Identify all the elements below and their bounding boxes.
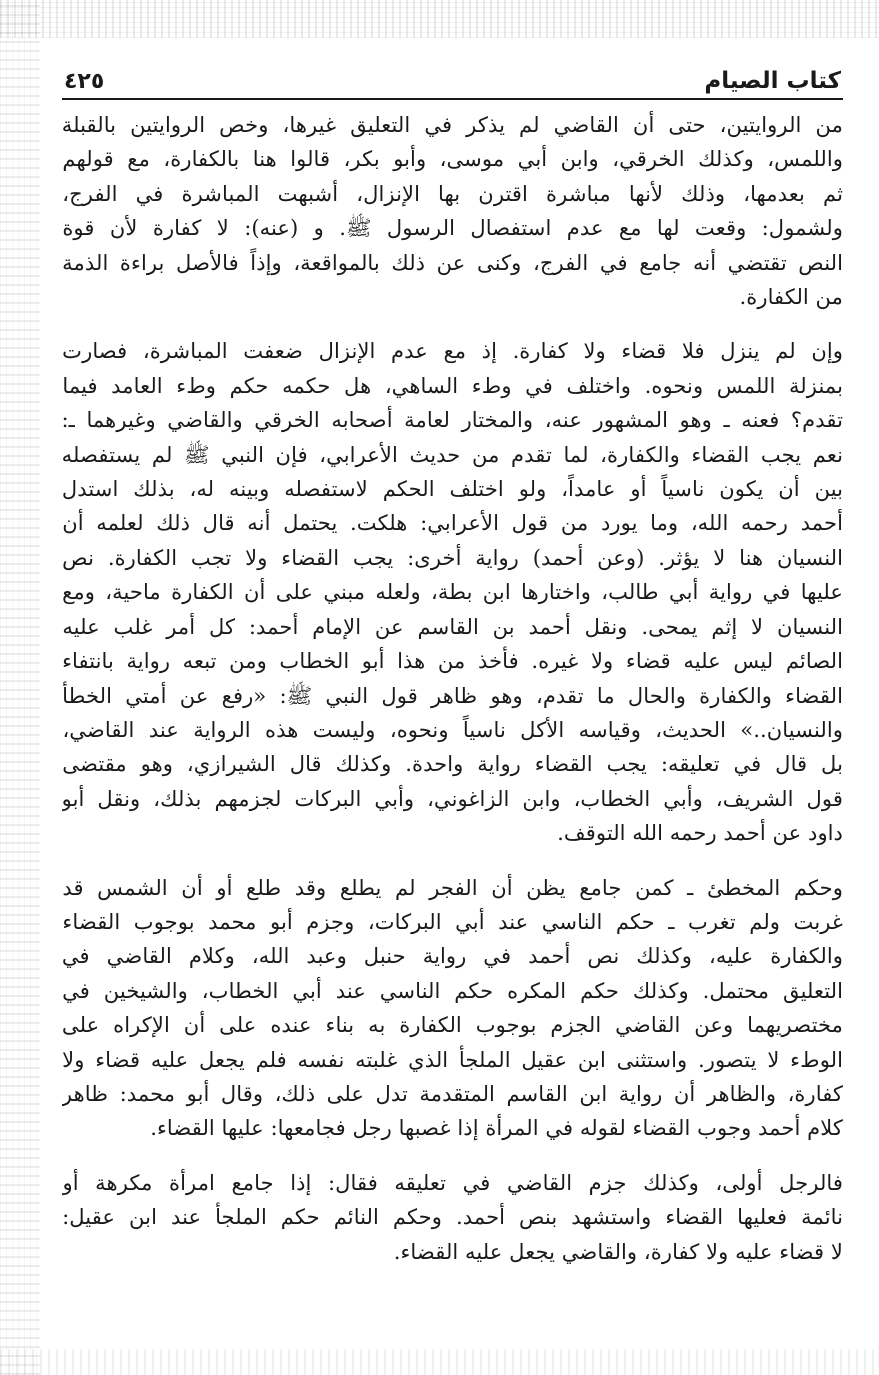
text-line: بل قال في تعليقه: يجب القضاء رواية واحدة. وكذلك قال الشيرازي، وهو مقتضى (62, 751, 843, 777)
text-line: والكفارة عليه، وكذلك نص أحمد في رواية حنبل وعبد الله، وكلام القاضي في (62, 943, 843, 969)
text-line: والنسيان..» الحديث، وقياسه الأكل ناسياً ونحوه، وليست هذه الرواية عند القاضي، (62, 716, 843, 742)
text-line: القضاء والكفارة والحال ما تقدم، وهو ظاهر قول النبي ﷺ: «رفع عن أمتي الخطأ (62, 682, 843, 708)
text-line: واللمس، وكذلك الخرقي، وابن أبي موسى، وأبو بكر، قالوا هنا بالكفارة، مع قولهم (62, 146, 843, 172)
paragraph (62, 871, 843, 1146)
book-page (62, 58, 843, 1345)
text-line: ثم بعدمها، وذلك لأنها مباشرة اقترن بها الإنزال، أشبهت المباشرة في الفرج، (62, 180, 843, 206)
text-line: النص تقتضي أنه جامع في الفرج، وكنى عن ذلك بالمواقعة، وإذاً فالأصل براءة الذمة (62, 249, 843, 275)
paragraph (62, 1166, 843, 1269)
text-line: نائمة فعليها القضاء واستشهد بنص أحمد. وحكم النائم حكم الملجأ عند ابن عقيل: (62, 1204, 843, 1230)
text-line: النسيان هنا لا يؤثر. (وعن أحمد) رواية أخرى: يجب القضاء ولا تجب الكفارة. نص (62, 544, 843, 570)
text-line: مختصريهما وعن القاضي الجزم بوجوب الكفارة به بناء عنده على أن الإكراه على (62, 1012, 843, 1038)
text-line: لا قضاء عليه ولا كفارة، والقاضي يجعل عليه القضاء. (393, 1238, 843, 1264)
paragraph (62, 108, 843, 314)
text-line: تقدم؟ فعنه ـ وهو المشهور عنه، والمختار لعامة أصحابه الخرقي والقاضي وغيرهما ـ: (62, 407, 843, 433)
text-line: التعليق محتمل. وكذلك حكم المكره حكم الناسي عند أبي الخطاب، والشيخين في (62, 977, 843, 1003)
text-line: غربت ولم تغرب ـ حكم الناسي عند أبي البركات، وجزم أبو محمد بوجوب القضاء (62, 908, 843, 934)
text-line: نعم يجب القضاء والكفارة، لما تقدم من حديث الأعرابي، فإن النبي ﷺ لم يستفصله (62, 441, 843, 467)
text-line: الصائم ليس عليه قضاء ولا غيره. فأخذ من هذا أبو الخطاب ومن تبعه رواية بانتفاء (62, 648, 843, 674)
page-number: ٤٢٥ (64, 69, 105, 94)
text-line: وحكم المخطئ ـ كمن جامع يظن أن الفجر لم يطلع وقد طلع أو أن الشمس قد (62, 874, 843, 900)
body-text (62, 108, 843, 1269)
text-line: من الكفارة. (739, 284, 843, 310)
text-line: الوطء لا يتصور. واستثنى ابن عقيل الملجأ الذي غلبته نفسه فلم يجعل عليه قضاء ولا (62, 1046, 843, 1072)
text-line: فالرجل أولى، وكذلك جزم القاضي في تعليقه فقال: إذا جامع امرأة مكرهة أو (62, 1169, 843, 1195)
scan-border-bottom (0, 1349, 879, 1375)
scan-border-left (0, 0, 40, 1375)
text-line: قول الشريف، وأبي الخطاب، وابن الزاغوني، وأبي البركات لجزمهم بذلك، ونقل أبو (62, 785, 843, 811)
text-line: عليها في رواية أبي طالب، واختارها ابن بطة، ولعله مبني على أن الكفارة ماحية، ومع (62, 579, 843, 605)
chapter-title: كتاب الصيام (704, 68, 841, 94)
paragraph (62, 334, 843, 850)
text-line: أحمد رحمه الله، وما يورد من قول الأعرابي: هلكت. يحتمل أنه قال ذلك لعلمه أن (62, 510, 843, 536)
text-line: كلام أحمد وجوب القضاء لقوله في المرأة إذا غصبها رجل فجامعها: عليها القضاء. (150, 1115, 843, 1141)
text-line: كفارة، والظاهر أن رواية ابن القاسم المتقدمة تدل على ذلك، وقال أبو محمد: ظاهر (62, 1080, 843, 1106)
text-line: وإن لم ينزل فلا قضاء ولا كفارة. إذ مع عدم الإنزال ضعفت المباشرة، فصارت (62, 338, 843, 364)
text-line: بمنزلة اللمس ونحوه. واختلف في وطء الساهي، هل حكمه حكم وطء العامد فيما (62, 372, 843, 398)
scan-border-top (0, 0, 879, 38)
running-head (62, 58, 843, 100)
text-line: ولشمول: وقعت لها مع عدم استفصال الرسول ﷺ. و (عنه): لا كفارة لأن قوة (62, 215, 843, 241)
text-line: بين أن يكون ناسياً أو عامداً، ولو اختلف الحكم لاستفصله وبينه له، بذلك استدل (62, 476, 843, 502)
text-line: داود عن أحمد رحمه الله التوقف. (557, 820, 843, 846)
text-line: من الروايتين، حتى أن القاضي لم يذكر في التعليق غيرها، وخص الروايتين بالقبلة (62, 112, 843, 137)
text-line: النسيان لا إثم يمحى. ونقل أحمد بن القاسم عن الإمام أحمد: كل أمر غلب عليه (62, 613, 843, 639)
